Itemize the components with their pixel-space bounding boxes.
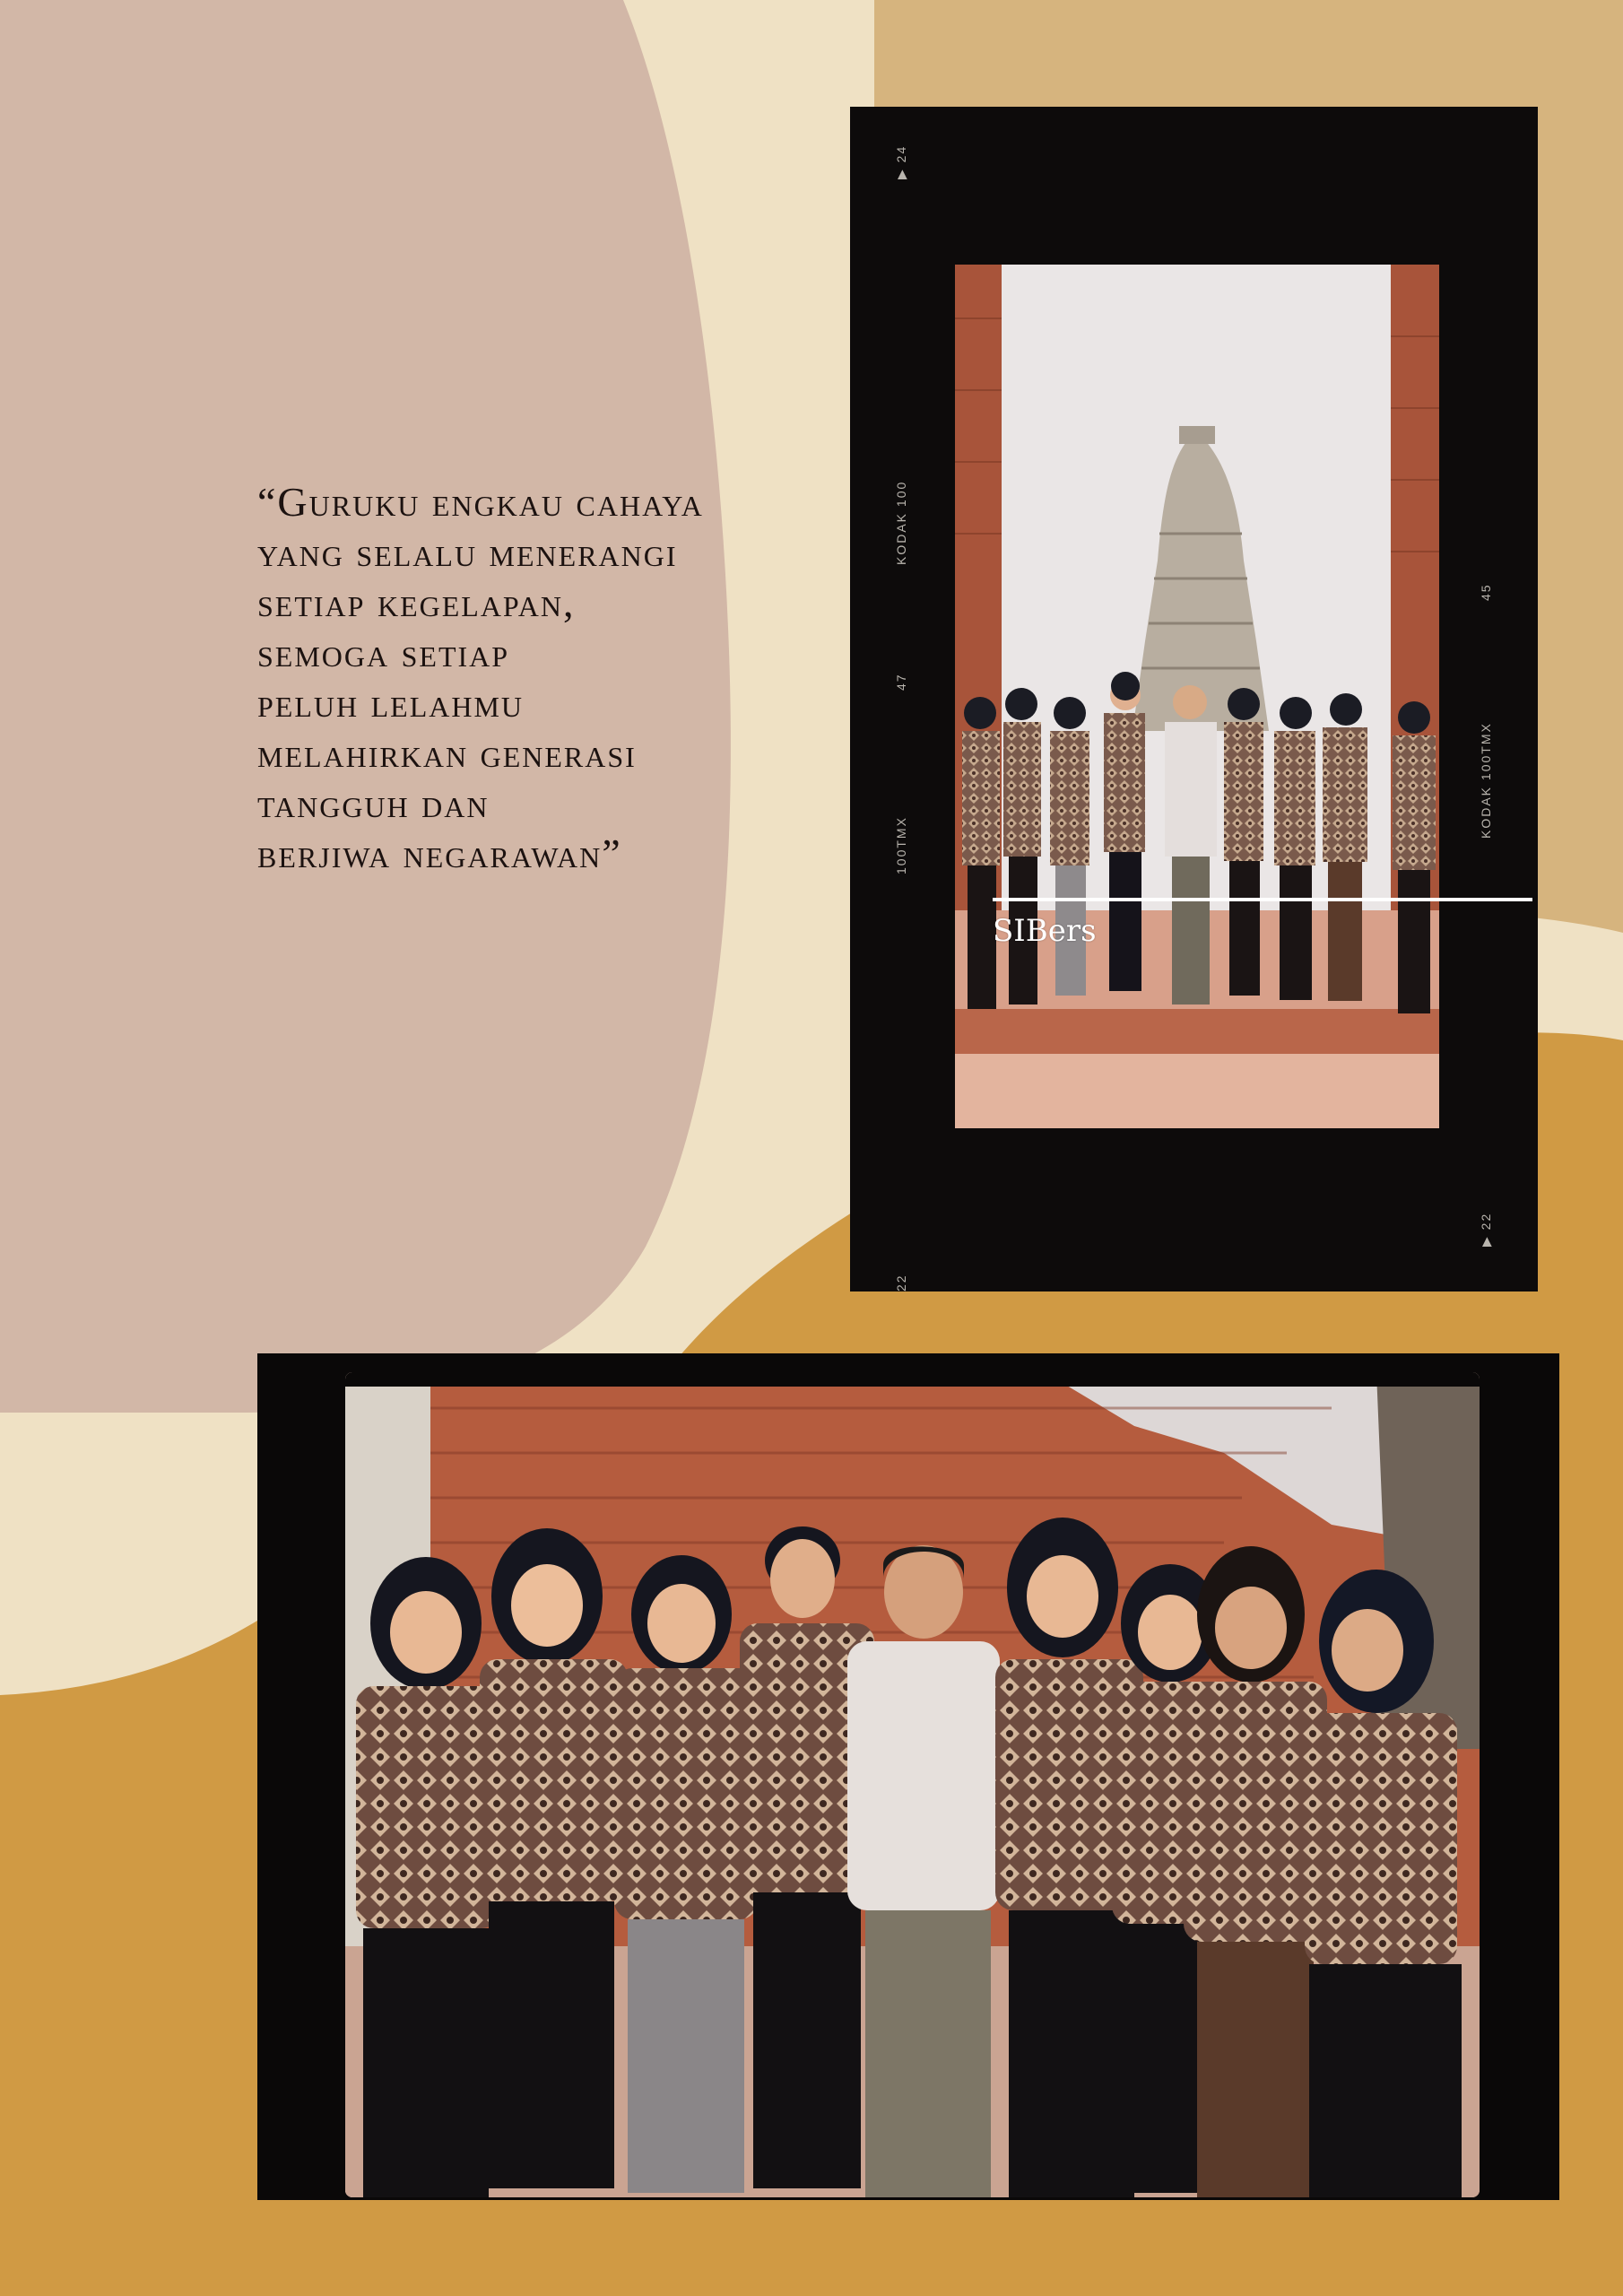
quote-line: yang selalu menerangi <box>257 529 678 575</box>
quote-text <box>257 477 849 879</box>
film-number-left: 47 <box>894 673 908 691</box>
quote-line: peluh lelahmu <box>257 680 525 726</box>
quote-line: tangguh dan <box>257 780 490 826</box>
film-number-left-bottom: 22 <box>894 1274 908 1292</box>
quote-line: berjiwa negarawan” <box>257 831 622 876</box>
film-number-right: 45 <box>1479 583 1493 601</box>
group-photo-closeup <box>345 1372 1480 2197</box>
film-frame-number-top: ▶ 24 <box>894 144 908 179</box>
caption-divider-line <box>993 898 1532 901</box>
quote-line: setiap kegelapan, <box>257 579 576 625</box>
film-kodak-label-right: KODAK 100TMX <box>1479 722 1493 839</box>
film-tmx-label-left: 100TMX <box>894 816 908 874</box>
photo-caption: SIBers <box>993 913 1097 949</box>
group-photo-temple-illustration <box>955 265 1439 1128</box>
group-photo-closeup-illustration <box>345 1372 1480 2197</box>
quote-line: semoga setiap <box>257 630 510 675</box>
film-frame-number-bottom: ▶ 22 <box>1479 1212 1493 1247</box>
quote-line: “Guruku engkau cahaya <box>257 479 704 525</box>
quote-line: melahirkan generasi <box>257 730 637 776</box>
group-photo-temple <box>955 265 1439 1128</box>
film-kodak-label-left: KODAK 100 <box>894 480 908 565</box>
